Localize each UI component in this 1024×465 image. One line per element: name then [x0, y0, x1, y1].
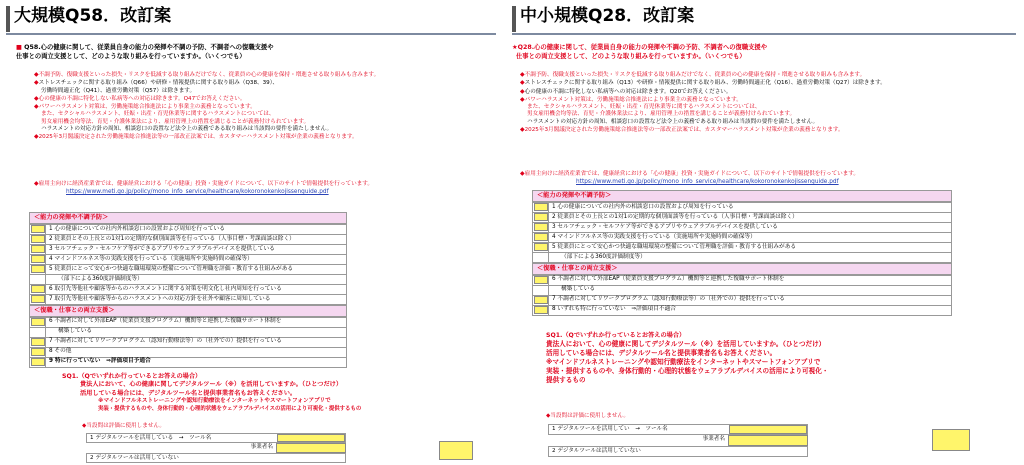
right-subquestion: [546, 332, 1016, 385]
left-cat1-table: [29, 224, 347, 305]
right-cat1-check-5[interactable]: [533, 242, 549, 252]
left-cat1-item-5b: （部下による360度評価制度等）: [46, 274, 347, 284]
left-cat2-table: [29, 317, 347, 368]
left-sq-line1: 貴法人において、心の健康に関してデジタルツール（※）を活用していますか。（ひとつだけ）: [80, 381, 343, 389]
right-title-bar: [512, 6, 516, 32]
right-title-row: [512, 4, 1022, 34]
right-sq-line2: 活用している場合には、デジタルツール名と提供事業者名もお答えください。: [546, 349, 777, 358]
right-cat1-item-3: 3 セルフチェック・セルフケア等ができるアプリやウェアラブルデバイスを提供している: [549, 222, 952, 232]
right-sq-answer-box[interactable]: [932, 429, 970, 451]
right-note-5: 男女雇用機会均等法、育児・介護休業法により、雇用管理上の措置を講じることが義務付けられています。: [527, 111, 796, 118]
left-note-5: また、セクシャルハラスメント、妊娠・出産・育児休業等に関するハラスメントについては、: [41, 111, 275, 118]
table-row: [533, 305, 952, 315]
right-cat2-check-6[interactable]: [533, 275, 549, 285]
right-cat1-check-3[interactable]: [533, 222, 549, 232]
right-options-block: [532, 190, 952, 316]
left-sq-option1-row: [86, 433, 346, 443]
left-sq-vendor-label: 事業者名: [250, 444, 273, 450]
table-row: [30, 357, 347, 367]
left-tool-name-field[interactable]: [277, 434, 345, 442]
left-cat1-check-2[interactable]: [30, 234, 46, 244]
left-cat1-item-1: 1 心の健康についての社内外相談窓口の設置および周知を行っている: [46, 224, 347, 234]
right-cat2-check-8[interactable]: [533, 305, 549, 315]
left-note-7: ハラスメントの対応方針の周知、相談窓口の設置など法令上の義務である取り組みは当該問の要件を満たしません。: [41, 125, 333, 132]
right-sq-options: [548, 424, 808, 457]
left-question-line2: 仕事との両立支援として、どのような取り組みを行っていますか。（いくつでも）: [16, 52, 246, 60]
right-notes: ◆不調予防、復職支援といった損失・リスクを低減する取り組みだけでなく、従業員の心の健康を保持・増進させる取り組みも含みます。 ◆ストレスチェックに関する取り組み（Q13）や研修・情報提供に関する取り組み、労働時間適正化（Q16）、過重労働対策（Q27）は除きます。 ◆心の健康の不調に特化しない私病等への対応は除きます。Q20でお答えください。 ◆パワーハラスメント対策は、労働施策総合推進法により事業主の義務となっています。 また、セクシャルハラスメント、妊娠・出産・育児休業等に関するハラスメントについては、 男女雇用機会均等法、育児・介護休業法により、雇用管理上の措置を講じることが義務付けられています。 ハラスメントの対応方針の周知、相談窓口の設置など法令上の義務である取り組みは当該問の要件を満たしません。 ◆2025年3月閣議決定された労働施策総合推進法等の一部改正法案では、カスタマーハラスメント対策が企業の義務となります。: [520, 71, 1020, 134]
right-cat1-check-5b: [533, 252, 549, 262]
table-row: [533, 252, 952, 262]
right-sq-option1-row: [548, 424, 808, 435]
right-cat2-header: ＜復職・仕事との両立支援＞: [532, 263, 952, 275]
left-cat2-check-7[interactable]: [30, 337, 46, 347]
table-row: [533, 242, 952, 252]
left-question-mark: ■: [16, 44, 22, 51]
right-question-mark: ★: [512, 44, 518, 51]
left-sq-option1[interactable]: 1 デジタルツールを活用している → ツール名: [90, 435, 212, 441]
right-sq-vendor-label: 事業者名: [702, 436, 725, 442]
left-sq-note: ◆当設問は評価に使用しません。: [82, 423, 165, 429]
right-note-0: 不調予防、復職支援といった損失・リスクを低減する取り組みだけでなく、従業員の心の健康を保持・増進させる取り組みも含みます。: [524, 72, 866, 78]
left-cat2-check-6b: [30, 327, 46, 337]
table-row: [533, 212, 952, 222]
right-question: [512, 44, 1020, 61]
left-cat1-item-6: 6 取引先等他社や顧客等からのハラスメントに関する対策を明文化し社内周知を行っている: [46, 284, 347, 294]
table-row: [533, 285, 952, 295]
left-note-9: 雇用主向けに経済産業省では、健康経営における「心の健康」投資・実施ガイドについて、以下のサイトで情報提供を行っています。: [38, 181, 374, 187]
right-cat2-check-7[interactable]: [533, 295, 549, 305]
table-row: [30, 337, 347, 347]
left-sq-title: SQ1.（Qでいずれか行っているとお答えの場合）: [62, 373, 202, 380]
right-guide: ◆雇用主向けに経済産業省では、健康経営における「心の健康」投資・実施ガイドについて、以下のサイトで情報提供を行っています。 https://www.meti.go.jp/policy/mono_info_service/healthcare/kokoronokenkojissenguide.pdf: [520, 170, 860, 186]
table-row: [30, 347, 347, 357]
right-question-line1: Q28.心の健康に関して、従業員自身の能力の発揮や不調の予防、不調者への復職支援や: [517, 44, 768, 51]
left-note-3: 心の健康の不調に特化しない私病等への対応は除きます。Q47でお答えください。: [38, 95, 246, 102]
left-sq-line2: 活用している場合には、デジタルツール名と提供事業者名もお答えください。: [80, 389, 297, 397]
left-cat1-check-7[interactable]: [30, 294, 46, 304]
left-note-1: ストレスチェックに関する取り組み（Q66）や研修・情報提供に関する取り組み（Q38、39）、: [38, 80, 279, 87]
right-guide-link[interactable]: https://www.meti.go.jp/policy/mono_info_service/healthcare/kokoronokenkojissenguide.pdf: [576, 179, 839, 186]
right-note-6: ハラスメントの対応方針の周知、相談窓口の設置など法令上の義務である取り組みは当該問の要件を満たしません。: [527, 118, 819, 125]
right-vendor-name-field[interactable]: [728, 435, 808, 446]
right-cat1-item-1: 1 心の健康についての社内外の相談窓口の設置および周知を行っている: [549, 202, 952, 212]
left-vendor-name-field[interactable]: [276, 443, 346, 453]
table-row: [30, 224, 347, 234]
right-tool-name-field[interactable]: [729, 425, 807, 434]
right-sq-line5: 提供するもの: [546, 375, 586, 384]
right-panel: [512, 4, 1022, 462]
left-title-bar: [6, 6, 10, 32]
left-panel: [2, 4, 502, 462]
left-sq-line3: ※マインドフルネストレーニングや認知行動療法をインターネットやスマートフォンアプリで: [98, 398, 331, 405]
left-cat1-check-5[interactable]: [30, 264, 46, 274]
right-sq-option2[interactable]: 2 デジタルツールは活用していない: [548, 446, 808, 457]
left-note-4: パワーハラスメント対策は、労働施策総合推進法により事業主の義務となっています。: [38, 104, 256, 111]
right-note-7: 2025年3月閣議決定された労働施策総合推進法等の一部改正法案では、カスタマーハラスメント対策が企業の義務となります。: [524, 126, 844, 133]
table-row: [30, 284, 347, 294]
table-row: [30, 327, 347, 337]
right-sq-title: SQ1.（Qでいずれか行っているとお答えの場合）: [546, 332, 686, 339]
table-row: [30, 294, 347, 304]
right-cat2-item-8: 8 いずれも特に行っていない ⇒評価項目不適合: [549, 305, 952, 315]
left-sq-line4: 実装・提供するものや、身体行動的・心理的状態をウェアラブルデバイスの活用により可視化・提供するもの: [98, 405, 362, 412]
left-cat1-check-1[interactable]: [30, 224, 46, 234]
left-title-row: [2, 4, 502, 34]
left-cat1-item-3: 3 セルフチェック・セルフケア等ができるアプリやウェアラブルデバイスを提供している: [46, 244, 347, 254]
right-sq-note: ◆当設問は評価に使用しません。: [546, 413, 629, 419]
right-cat1-item-4: 4 マインドフルネス等の実践支援を行っている（実施場所や実施時間の確保等）: [549, 232, 952, 242]
table-row: [533, 232, 952, 242]
left-cat2-check-9[interactable]: [30, 357, 46, 367]
right-sq-line3: ※マインドフルネストレーニングや認知行動療法をインターネットやスマートフォンアプリで: [546, 358, 821, 367]
right-cat2-item-7: 7 不調者に対してリワークプログラム（認知行動療法等）の（社外での）提供を行っている: [549, 295, 952, 305]
left-cat2-check-6[interactable]: [30, 317, 46, 327]
left-sq-answer-box[interactable]: [439, 441, 473, 460]
table-row: [30, 254, 347, 264]
left-note-8: 2025年3月閣議決定された労働施策総合推進法等の一部改正法案では、カスタマーハラスメント対策が企業の義務となります。: [38, 134, 358, 141]
right-note-4: また、セクシャルハラスメント、妊娠・出産・育児休業等に関するハラスメントについては、: [527, 104, 761, 111]
left-cat1-check-3[interactable]: [30, 244, 46, 254]
right-note-1: ストレスチェックに関する取り組み（Q13）や研修・情報提供に関する取り組み、労働時間適正化（Q16）、過重労働対策（Q27）は除きます。: [524, 80, 886, 87]
right-title-underline: [512, 33, 1016, 35]
right-note-8: 雇用主向けに経済産業省では、健康経営における「心の健康」投資・実施ガイドについて、以下のサイトで情報提供を行っています。: [524, 171, 860, 177]
left-cat1-item-7: 7 取引先等他社や顧客等からのハラスメントへの対応方針を社外や顧客に周知している: [46, 294, 347, 304]
left-question-line1: Q58.心の健康に関して、従業員自身の能力の発揮や不調の予防、不調者への復職支援や: [24, 44, 274, 51]
table-row: [30, 264, 347, 274]
left-cat2-item-9: 9 特に行っていない ⇒評価項目予通合: [46, 357, 347, 367]
left-cat2-check-8[interactable]: [30, 347, 46, 357]
left-subquestion: [62, 373, 502, 413]
left-note-0: 不調予防、復職支援といった損失・リスクを低減する取り組みだけでなく、従業員の心の健康を保持・増進させる取り組みも含みます。: [38, 72, 380, 78]
right-cat1-check-4[interactable]: [533, 232, 549, 242]
left-cat2-item-6: 6 不調者に対して外部EAP（従業員支援プログラム）機関等と連携した復職サポート体制を: [46, 317, 347, 327]
table-row: [30, 244, 347, 254]
left-sq-option2[interactable]: 2 デジタルツールは活用していない: [86, 453, 346, 463]
left-question: [16, 44, 501, 61]
right-question-line2: 仕事との両立支援として、どのような取り組みを行っていますか。（いくつでも）: [516, 52, 746, 60]
table-row: [30, 234, 347, 244]
table-row: [533, 222, 952, 232]
table-row: [533, 295, 952, 305]
right-title: 中小規模Q28．改訂案: [520, 6, 695, 26]
left-title: 大規模Q58．改訂案: [14, 6, 172, 26]
left-note-6: 男女雇用機会均等法、育児・介護休業法により、雇用管理上の措置を講じることが義務付けられています。: [41, 118, 310, 125]
left-cat1-item-5: 5 従業員にとって安心かつ快適な職場環境の整備について管理職を評価・教育する仕組みがある: [46, 264, 347, 274]
left-cat1-item-2: 2 従業員とその上長との1対1の定期的な個別面談等を行っている（人事目標・考課面談は除く）: [46, 234, 347, 244]
left-cat2-item-8: 8 その他: [46, 347, 347, 357]
right-cat1-check-2[interactable]: [533, 212, 549, 222]
right-sq-line4: 実装・提供するものや、身体行動的・心理的状態をウェアラブルデバイスの活用により可視化・: [546, 367, 829, 376]
left-guide-link[interactable]: https://www.meti.go.jp/policy/mono_info_service/healthcare/kokoronokenkojissenguide.pdf: [66, 189, 329, 196]
right-sq-option1b-row: [548, 435, 808, 446]
left-note-2: 労働時間適正化（Q41）、過重労働対策（Q57）は除きます。: [41, 87, 196, 94]
left-cat2-item-7: 7 不調者に対してリワークプログラム（認知行動療法等）の（社外での）提供を行っている: [46, 337, 347, 347]
right-cat2-item-6: 6 不調者に対して外部EAP（従業員支援プログラム）機関等と連携した復職サポート体制を: [549, 275, 952, 285]
left-title-underline: [6, 33, 496, 35]
table-row: [533, 202, 952, 212]
right-cat1-table: [532, 202, 952, 263]
left-cat1-check-5b: [30, 274, 46, 284]
table-row: [30, 274, 347, 284]
left-guide: ◆雇用主向けに経済産業省では、健康経営における「心の健康」投資・実施ガイドについて、以下のサイトで情報提供を行っています。 https://www.meti.go.jp/policy/mono_info_service/healthcare/kokoronokenkojissenguide.pdf: [34, 180, 374, 196]
left-cat2-header: ＜復職・仕事との両立支援＞: [29, 305, 347, 317]
right-note-2: 心の健康の不調に特化しない私病等への対応は除きます。Q20でお答えください。: [524, 88, 732, 95]
left-cat1-header: ＜能力の発揮や不調予防＞: [29, 212, 347, 224]
left-sq-option1b-row: [86, 443, 346, 453]
left-cat1-item-4: 4 マインドフルネス等の実践支援を行っている（実施場所や実施時間の確保等）: [46, 254, 347, 264]
right-note-3: パワーハラスメント対策は、労働施策総合推進法により事業主の義務となっています。: [524, 96, 742, 103]
right-cat2-item-6b: 構築している: [549, 285, 952, 295]
table-row: [30, 317, 347, 327]
left-cat1-check-6[interactable]: [30, 284, 46, 294]
right-cat1-item-5b: （部下による360度評価制度等）: [549, 252, 952, 262]
right-sq-line1: 貴法人において、心の健康に関してデジタルツール（※）を活用していますか。（ひとつだけ）: [546, 340, 826, 349]
left-options-block: [29, 212, 347, 368]
left-notes: ◆不調予防、復職支援といった損失・リスクを低減する取り組みだけでなく、従業員の心の健康を保持・増進させる取り組みも含みます。 ◆ストレスチェックに関する取り組み（Q66）や研修・情報提供に関する取り組み（Q38、39）、 労働時間適正化（Q41）、過重労働対策（Q57）は除きます。 ◆心の健康の不調に特化しない私病等への対応は除きます。Q47でお答えください。 ◆パワーハラスメント対策は、労働施策総合推進法により事業主の義務となっています。 また、セクシャルハラスメント、妊娠・出産・育児休業等に関するハラスメントについては、 男女雇用機会均等法、育児・介護休業法により、雇用管理上の措置を講じることが義務付けられています。 ハラスメントの対応方針の周知、相談窓口の設置など法令上の義務である取り組みは当該問の要件を満たしません。 ◆2025年3月閣議決定された労働施策総合推進法等の一部改正法案では、カスタマーハラスメント対策が企業の義務となります。: [34, 71, 504, 141]
right-cat1-item-2: 2 従業員とその上長との1対1の定期的な個別面談等を行っている（人事目標・考課面談は除く）: [549, 212, 952, 222]
left-cat1-check-4[interactable]: [30, 254, 46, 264]
left-cat2-item-6b: 構築している: [46, 327, 347, 337]
right-cat2-check-6b: [533, 285, 549, 295]
right-cat2-table: [532, 275, 952, 316]
right-cat1-header: ＜能力の発揮や不調予防＞: [532, 190, 952, 202]
right-cat1-item-5: 5 従業員にとって安心かつ快適な職場環境の整備について管理職を評価・教育する仕組みがある: [549, 242, 952, 252]
right-cat1-check-1[interactable]: [533, 202, 549, 212]
table-row: [533, 275, 952, 285]
right-sq-option1[interactable]: 1 デジタルツールを活用してい → ツール名: [552, 426, 668, 432]
left-sq-options: [86, 433, 346, 463]
